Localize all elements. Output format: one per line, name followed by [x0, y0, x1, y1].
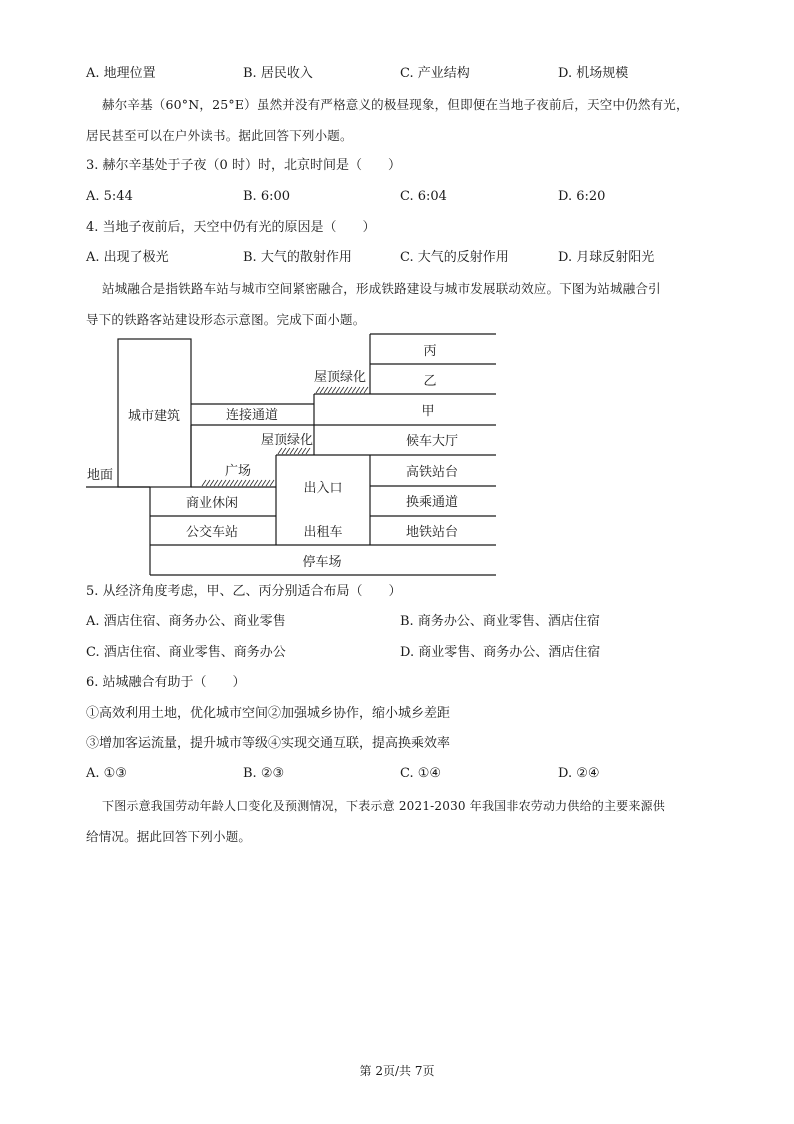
label-jia: 甲	[421, 404, 435, 419]
intro3-line1: 下图示意我国劳动年龄人口变化及预测情况，下表示意 2021-2030 年我国非农劳动力供给的主要来源供	[102, 799, 665, 813]
label-city-building: 城市建筑	[127, 409, 181, 424]
q5-stem: 5. 从经济角度考虑，甲、乙、丙分别适合布局（ ）	[86, 584, 402, 599]
intro3-line2: 给情况。据此回答下列小题。	[86, 829, 252, 844]
q6-stem: 6. 站城融合有助于（ ）	[86, 675, 246, 690]
q6-statements-1: ①高效利用土地，优化城市空间②加强城乡协作，缩小城乡差距	[86, 706, 451, 721]
label-connector: 连接通道	[225, 408, 279, 423]
q5-option-c: C. 酒店住宿、商业零售、商务办公	[86, 645, 286, 660]
intro2-line2: 导下的铁路客站建设形态示意图。完成下面小题。	[86, 312, 366, 327]
q4-option-d: D. 月球反射阳光	[558, 250, 655, 265]
plaza-grass	[202, 480, 274, 486]
page-number: 第 2页/共 7页	[359, 1064, 435, 1078]
q3-option-b: B. 6:00	[243, 189, 291, 204]
q2-option-a: A. 地理位置	[86, 66, 156, 81]
q6-option-d: D. ②④	[558, 766, 600, 781]
q5-option-a: A. 酒店住宿、商务办公、商业零售	[86, 614, 286, 629]
label-waiting-hall: 候车大厅	[405, 434, 459, 449]
label-hsr-platform: 高铁站台	[405, 465, 459, 480]
q2-option-d: D. 机场规模	[558, 66, 629, 81]
label-taxi: 出租车	[303, 525, 343, 540]
q4-option-a: A. 出现了极光	[86, 250, 169, 265]
label-bus-station: 公交车站	[185, 525, 239, 540]
q5-option-d: D. 商业零售、商务办公、酒店住宿	[400, 645, 601, 660]
label-parking: 停车场	[302, 555, 342, 570]
label-yi: 乙	[423, 374, 437, 389]
intro1-line2: 居民甚至可以在户外读书。据此回答下列小题。	[86, 128, 353, 143]
q6-statements-2: ③增加客运流量，提升城市等级④实现交通互联，提高换乘效率	[86, 736, 451, 751]
q2-option-b: B. 居民收入	[243, 66, 313, 81]
q4-option-c: C. 大气的反射作用	[400, 250, 509, 265]
label-roof-green-top: 屋顶绿化	[313, 370, 367, 385]
q6-option-b: B. ②③	[243, 766, 285, 781]
label-commercial: 商业休闲	[185, 496, 239, 511]
q4-option-b: B. 大气的散射作用	[243, 250, 352, 265]
q3-option-d: D. 6:20	[558, 189, 606, 204]
q3-option-c: C. 6:04	[400, 189, 447, 204]
label-transfer: 换乘通道	[405, 495, 459, 510]
label-ground: 地面	[86, 468, 114, 483]
q3-stem: 3. 赫尔辛基处于子夜（0 时）时，北京时间是（ ）	[86, 158, 401, 173]
q6-option-c: C. ①④	[400, 766, 442, 781]
label-bing: 丙	[423, 344, 437, 359]
q2-option-c: C. 产业结构	[400, 66, 470, 81]
label-roof-green-mid: 屋顶绿化	[260, 433, 314, 448]
label-metro-platform: 地铁站台	[405, 525, 459, 540]
q4-stem: 4. 当地子夜前后，天空中仍有光的原因是（ ）	[86, 220, 376, 235]
label-entrance: 出入口	[303, 481, 343, 496]
q6-option-a: A. ①③	[86, 766, 127, 781]
label-plaza: 广场	[224, 464, 252, 479]
intro1-line1: 赫尔辛基（60°N，25°E）虽然并没有严格意义的极昼现象，但即便在当地子夜前后，天空中仍然有光，	[102, 97, 689, 112]
q3-option-a: A. 5:44	[86, 189, 133, 204]
intro2-line1: 站城融合是指铁路车站与城市空间紧密融合，形成铁路建设与城市发展联动效应。下图为站城融合引	[102, 281, 661, 296]
q5-option-b: B. 商务办公、商业零售、酒店住宿	[400, 614, 600, 629]
